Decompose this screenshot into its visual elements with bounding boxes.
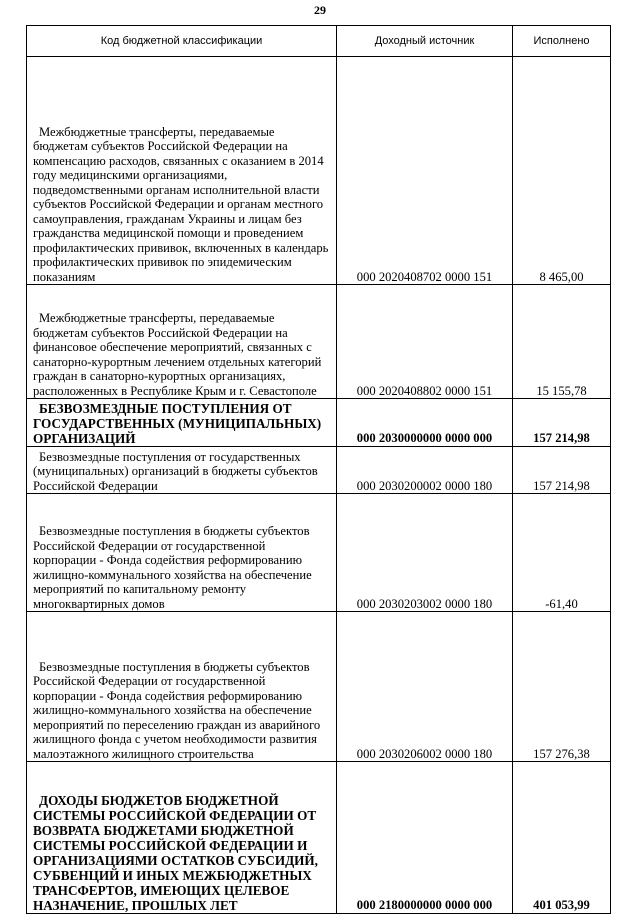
row-amount: 15 155,78 xyxy=(513,285,611,399)
table-row xyxy=(27,612,611,762)
row-amount: 8 465,00 xyxy=(513,57,611,285)
row-code: 000 2030000000 0000 000 xyxy=(337,399,513,447)
row-description: БЕЗВОЗМЕЗДНЫЕ ПОСТУПЛЕНИЯ ОТ ГОСУДАРСТВЕННЫХ (МУНИЦИПАЛЬНЫХ) ОРГАНИЗАЦИЙ xyxy=(27,399,337,447)
row-description: ДОХОДЫ БЮДЖЕТОВ БЮДЖЕТНОЙ СИСТЕМЫ РОССИЙСКОЙ ФЕДЕРАЦИИ ОТ ВОЗВРАТА БЮДЖЕТАМИ БЮДЖЕТНОЙ СИСТЕМЫ РОССИЙСКОЙ ФЕДЕРАЦИИ И ОРГАНИЗАЦИЯМИ ОСТАТКОВ СУБСИДИЙ, СУБВЕНЦИЙ И ИНЫХ МЕЖБЮДЖЕТНЫХ ТРАНСФЕРТОВ, ИМЕЮЩИХ ЦЕЛЕВОЕ НАЗНАЧЕНИЕ, ПРОШЛЫХ ЛЕТ xyxy=(27,762,337,914)
table-row xyxy=(27,447,611,494)
row-code: 000 2020408802 0000 151 xyxy=(337,285,513,399)
row-description: Безвозмездные поступления от государственных (муниципальных) организаций в бюджеты субъектов Российской Федерации xyxy=(27,447,337,494)
row-code: 000 2020408702 0000 151 xyxy=(337,57,513,285)
row-description: Безвозмездные поступления в бюджеты субъектов Российской Федерации от государственной корпорации - Фонда содействия реформированию жилищно-коммунального хозяйства на обеспечение мероприятий по капитальному ремонту многоквартирных домов xyxy=(27,494,337,612)
row-description: Безвозмездные поступления в бюджеты субъектов Российской Федерации от государственной корпорации - Фонда содействия реформированию жилищно-коммунального хозяйства на обеспечение мероприятий по переселению граждан из аварийного жилищного фонда с учетом необходимости развития малоэтажного жилищного строительства xyxy=(27,612,337,762)
table-row xyxy=(27,762,611,914)
table-row xyxy=(27,285,611,399)
row-description: Межбюджетные трансферты, передаваемые бюджетам субъектов Российской Федерации на компенсацию расходов, связанных с оказанием в 2014 году медицинскими организациями, подведомственными органам исполнительной власти субъектов Российской Федерации и органам местного самоуправления, гражданам Украины и лицам без гражданства медицинской помощи и проведением профилактических прививок, включенных в календарь профилактических прививок по эпидемическим показаниям xyxy=(27,57,337,285)
row-code: 000 2030203002 0000 180 xyxy=(337,494,513,612)
table-row xyxy=(27,494,611,612)
row-amount: 157 276,38 xyxy=(513,612,611,762)
row-amount: 157 214,98 xyxy=(513,399,611,447)
page-number: 29 xyxy=(314,3,326,17)
header-code: Код бюджетной классификации xyxy=(27,26,337,57)
row-code: 000 2030206002 0000 180 xyxy=(337,612,513,762)
row-code: 000 2180000000 0000 000 xyxy=(337,762,513,914)
header-executed: Исполнено xyxy=(513,26,611,57)
table-row xyxy=(27,57,611,285)
row-amount: -61,40 xyxy=(513,494,611,612)
row-code: 000 2030200002 0000 180 xyxy=(337,447,513,494)
header-source: Доходный источник xyxy=(337,26,513,57)
row-amount: 401 053,99 xyxy=(513,762,611,914)
row-amount: 157 214,98 xyxy=(513,447,611,494)
row-description: Межбюджетные трансферты, передаваемые бюджетам субъектов Российской Федерации на финансовое обеспечение мероприятий, связанных с санаторно-курортным лечением отдельных категорий граждан в санаторно-курортных организациях, расположенных в Республике Крым и г. Севастополе xyxy=(27,285,337,399)
table-header-row xyxy=(27,26,611,57)
table-row xyxy=(27,399,611,447)
budget-table xyxy=(26,25,611,914)
